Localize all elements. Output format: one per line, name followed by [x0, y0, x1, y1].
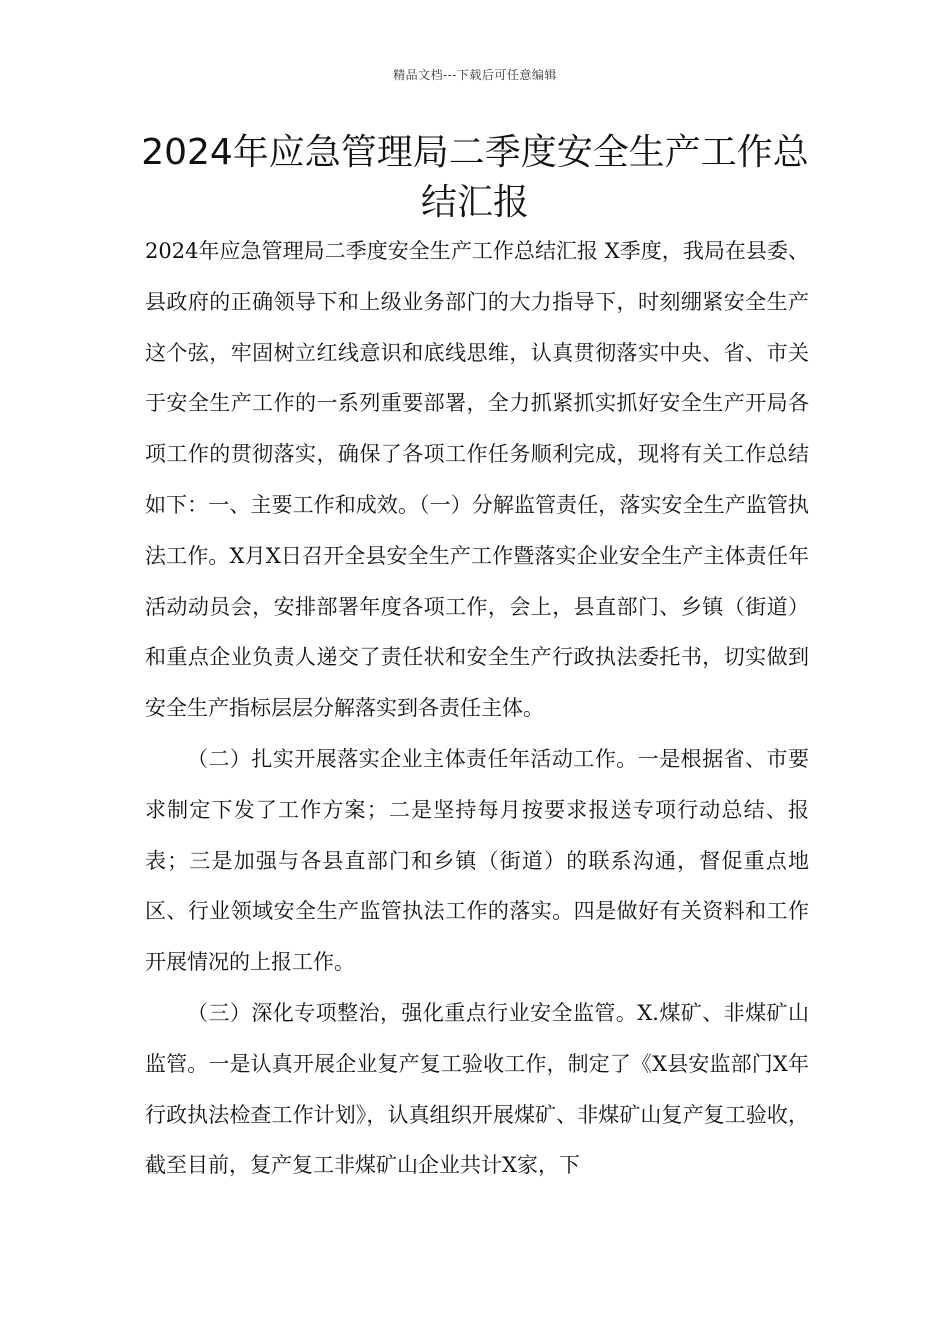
- document-title: 2024年应急管理局二季度安全生产工作总结汇报: [141, 132, 809, 223]
- paragraph-2: （二）扎实开展落实企业主体责任年活动工作。一是根据省、市要求制定下发了工作方案；二是坚持每月按要求报送专项行动总结、报表；三是加强与各县直部门和乡镇（街道）的联系沟通，督促重点地区、行业领域安全生产监管执法工作的落实。四是做好有关资料和工作开展情况的上报工作。: [145, 746, 809, 975]
- header-note: 精品文档---下载后可任意编辑: [393, 68, 557, 82]
- paragraph-1: 2024年应急管理局二季度安全生产工作总结汇报 X季度，我局在县委、县政府的正确领导下和上级业务部门的大力指导下，时刻绷紧安全生产这个弦，牢固树立红线意识和底线思维，认真贯彻落实中央、省、市关于安全生产工作的一系列重要部署，全力抓紧抓实抓好安全生产开局各项工作的贯彻落实，确保了各项工作任务顺利完成，现将有关工作总结如下：一、主要工作和成效。（一）分解监管责任，落实安全生产监管执法工作。X月X日召开全县安全生产工作暨落实企业安全生产主体责任年活动动员会，安排部署年度各项工作，会上，县直部门、乡镇（街道）和重点企业负责人递交了责任状和安全生产行政执法委托书，切实做到安全生产指标层层分解落实到各责任主体。: [145, 239, 809, 721]
- document-body: [145, 226, 809, 1191]
- paragraph-3: （三）深化专项整治，强化重点行业安全监管。X.煤矿、非煤矿山监管。一是认真开展企业复产复工验收工作，制定了《X县安监部门X年行政执法检查工作计划》，认真组织开展煤矿、非煤矿山复产复工验收，截至目前，复产复工非煤矿山企业共计X家，下: [145, 1000, 809, 1178]
